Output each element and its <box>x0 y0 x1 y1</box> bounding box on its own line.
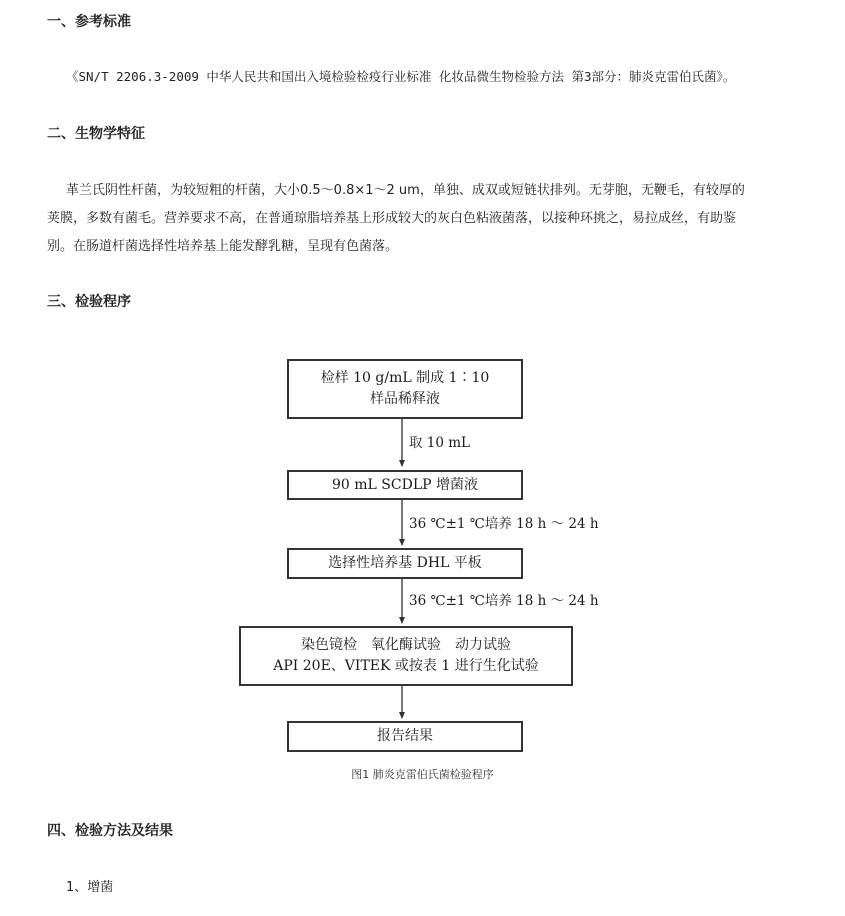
flow-edge-label-2: 36 ℃±1 ℃培养 18 h ～ 24 h <box>409 516 599 532</box>
flow-box-text: 报告结果 <box>377 728 433 744</box>
biological-characteristics-line-3: 别。在肠道杆菌选择性培养基上能发酵乳糖，呈现有色菌落。 <box>47 239 399 254</box>
flow-box-text: 选择性培养基 DHL 平板 <box>328 555 482 571</box>
subsection-enrichment: 1、增菌 <box>66 880 114 895</box>
figure-caption: 图1 肺炎克雷伯氏菌检验程序 <box>351 768 494 781</box>
flow-box-sample-dilution <box>287 359 523 419</box>
flow-box-text: 染色镜检 氧化酶试验 动力试验 <box>301 637 511 653</box>
biological-characteristics-line-2: 荚膜，多数有菌毛。营养要求不高，在普通琼脂培养基上形成较大的灰白色粘液菌落，以接种环挑之，易拉成丝，有助鉴 <box>47 211 737 226</box>
flow-box-enrichment <box>287 470 523 500</box>
flow-edge-label-3: 36 ℃±1 ℃培养 18 h ～ 24 h <box>409 593 599 609</box>
flow-box-report-results <box>287 721 523 752</box>
flow-box-dhl-plate <box>287 548 523 579</box>
flow-edge-label-1: 取 10 mL <box>409 435 471 451</box>
flow-box-text: 90 mL SCDLP 增菌液 <box>332 476 478 493</box>
flow-box-text: API 20E、VITEK 或按表 1 进行生化试验 <box>273 658 539 674</box>
flow-box-text: 样品稀释液 <box>370 391 440 407</box>
biological-characteristics-line-1: 革兰氏阴性杆菌，为较短粗的杆菌，大小0.5～0.8×1～2 um，单独、成双或短链状排列。无芽胞，无鞭毛，有较厚的 <box>66 183 745 198</box>
reference-standard-text: 《SN/T 2206.3-2009 中华人民共和国出入境检验检疫行业标准 化妆品微生物检验方法 第3部分：肺炎克雷伯氏菌》。 <box>66 69 736 84</box>
section-heading-methods-and-results: 四、检验方法及结果 <box>47 823 173 839</box>
flow-box-text: 检样 10 g/mL 制成 1∶10 <box>320 370 490 386</box>
flow-box-identification-tests <box>239 626 573 686</box>
section-heading-inspection-procedure: 三、检验程序 <box>47 294 131 310</box>
section-heading-reference-standard: 一、参考标准 <box>47 14 131 30</box>
section-heading-biological-characteristics: 二、生物学特征 <box>47 126 145 142</box>
